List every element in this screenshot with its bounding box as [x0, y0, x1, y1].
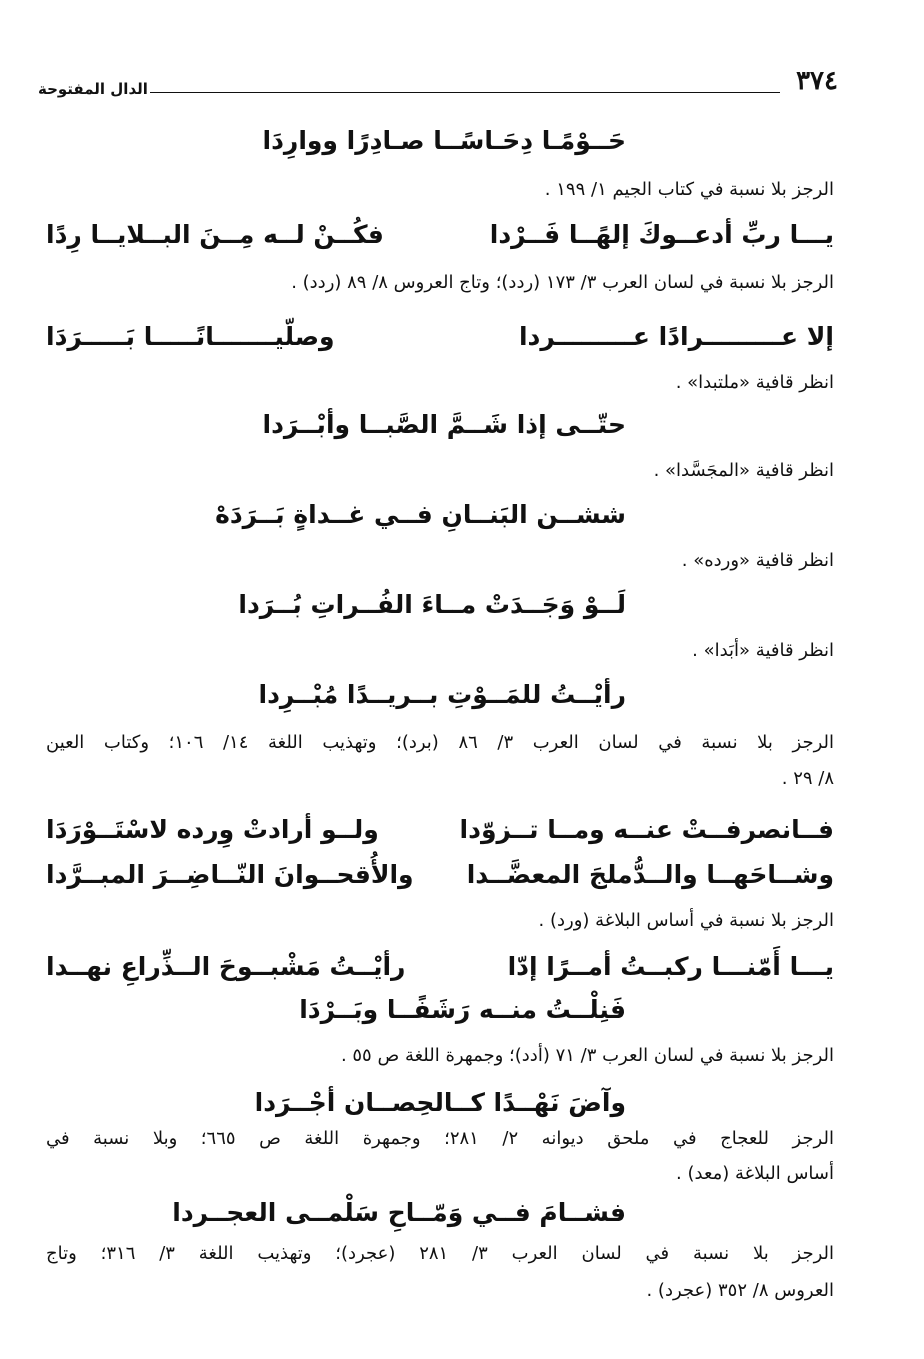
verse-hemistich-left: وصلّيـــــــانًـــــا بَـــــرَدَا: [46, 322, 335, 351]
citation-note-continuation: ٨/ ٢٩ .: [781, 768, 834, 789]
verse-hemistich-right: فــانصرفــتْ عنــه ومــا تــزوّدا: [459, 815, 834, 844]
verse-line: وآضَ نَهْــدًا كــالحِصــان أجْــرَدا: [254, 1088, 626, 1117]
verse-line: حَــوْمًـا دِحَـاسًــا صـادِرًا ووارِدَا: [262, 126, 626, 155]
cross-reference-note: انظر قافية «المجَسَّدا» .: [653, 460, 834, 481]
verse-couplet: [46, 815, 834, 844]
verse-couplet: [46, 322, 834, 351]
verse-line: فشــامَ فــي وَمّــاحِ سَلْمــى العجــردا: [172, 1198, 626, 1227]
verse-line: ششــن البَنــانِ فــي غــداةٍ بَــرَدَهْ: [215, 500, 626, 529]
citation-note: الرجز بلا نسبة في كتاب الجيم ١/ ١٩٩ .: [544, 179, 834, 200]
verse-line: رأيْــتُ للمَــوْتِ بــريــدًا مُبْــرِدا: [258, 680, 626, 709]
verse-hemistich-right: إلا عـــــــــرادًا عـــــــــردا: [518, 322, 834, 351]
verse-couplet: [46, 860, 834, 889]
citation-note: الرجز بلا نسبة في لسان العرب ٣/ ٧١ (أدد)؛ وجمهرة اللغة ص ٥٥ .: [340, 1045, 834, 1066]
verse-hemistich-right: يـــا أَمّنـــا ركبــتُ أمــرًا إدّا: [507, 952, 834, 981]
verse-hemistich-left: رأيْــتُ مَشْبــوحَ الــذِّراعِ نهــدا: [46, 952, 406, 981]
citation-note: الرجز بلا نسبة في لسان العرب ٣/ ٢٨١ (عجرد)؛ وتهذيب اللغة ٣/ ٣١٦؛ وتاج: [46, 1243, 834, 1264]
verse-line: لَــوْ وَجَــدَتْ مــاءَ الفُــراتِ بُــرَدا: [238, 590, 626, 619]
section-title: الدال المفتوحة: [38, 80, 148, 98]
verse-hemistich-left: ولــو أرادتْ وِرده لاسْتَــوْرَدَا: [46, 815, 379, 844]
verse-hemistich-left: والأُقحــوانَ النّــاضِــرَ المبــرَّدا: [46, 860, 414, 889]
citation-note: الرجز بلا نسبة في لسان العرب ٣/ ١٧٣ (ردد)؛ وتاج العروس ٨/ ٨٩ (ردد) .: [291, 272, 834, 293]
verse-line: فَنِلْــتُ منــه رَشَفًــا وبَــرْدَا: [299, 995, 626, 1024]
verse-couplet: [46, 952, 834, 981]
cross-reference-note: انظر قافية «ورده» .: [681, 550, 834, 571]
cross-reference-note: انظر قافية «ملتبدا» .: [675, 372, 834, 393]
page-number: ٣٧٤: [796, 66, 838, 96]
citation-note: الرجز للعجاج في ملحق ديوانه ٢/ ٢٨١؛ وجمهرة اللغة ص ٦٦٥؛ وبلا نسبة في: [46, 1128, 834, 1149]
verse-couplet: [46, 220, 834, 249]
citation-note: الرجز بلا نسبة في أساس البلاغة (ورد) .: [538, 910, 834, 931]
verse-hemistich-right: يـــا ربِّ أدعــوكَ إلهًــا فَــرْدا: [489, 220, 834, 249]
verse-hemistich-right: وشــاحَهــا والــدُّملجَ المعضَّــدا: [466, 860, 834, 889]
cross-reference-note: انظر قافية «أبَدا» .: [692, 640, 834, 661]
citation-note-continuation: العروس ٨/ ٣٥٢ (عجرد) .: [646, 1280, 834, 1301]
verse-line: حتّــى إذا شَــمَّ الصَّبــا وأبْــرَدا: [262, 410, 626, 439]
verse-hemistich-left: فكُــنْ لــه مِــنَ البــلايــا رِدًا: [46, 220, 384, 249]
citation-note: الرجز بلا نسبة في لسان العرب ٣/ ٨٦ (برد)؛ وتهذيب اللغة ١٤/ ١٠٦؛ وكتاب العين: [46, 732, 834, 753]
citation-note-continuation: أساس البلاغة (معد) .: [676, 1163, 834, 1184]
